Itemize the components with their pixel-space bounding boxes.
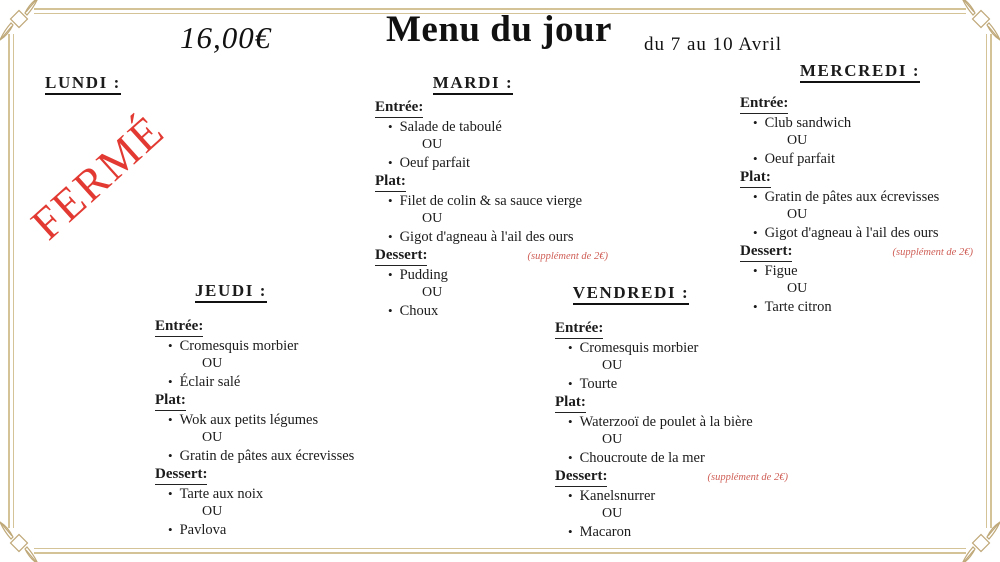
menu-item-label: Wok aux petits légumes	[179, 412, 319, 428]
day-sections	[555, 319, 855, 541]
section-label: Dessert:	[740, 242, 792, 262]
menu-item-label: Gigot d'agneau à l'ail des ours	[399, 229, 574, 245]
menu-item-label: Salade de taboulé	[399, 119, 502, 135]
section-label: Plat:	[155, 391, 186, 411]
menu-item-label: Gratin de pâtes aux écrevisses	[764, 189, 940, 205]
menu-item	[555, 523, 855, 541]
day-header	[375, 74, 571, 95]
section-label: Dessert:	[155, 465, 207, 485]
menu-item-label: Pavlova	[179, 522, 227, 538]
section-label-row	[155, 391, 455, 411]
section-label: Plat:	[740, 168, 771, 188]
or-separator: OU	[202, 504, 223, 519]
menu-item	[740, 262, 998, 280]
section-label-row	[555, 393, 855, 413]
or-separator: OU	[602, 506, 623, 521]
section-label-row	[740, 168, 998, 188]
section-label-row	[375, 246, 675, 266]
menu-item-label: Cromesquis morbier	[579, 340, 699, 356]
bullet-icon: •	[168, 448, 173, 463]
menu-item-label: Waterzooï de poulet à la bière	[579, 414, 753, 430]
bullet-icon: •	[388, 119, 393, 134]
menu-item	[555, 375, 855, 393]
menu-item-label: Kanelsnurrer	[579, 488, 656, 504]
menu-date-range: du 7 au 10 Avril	[644, 34, 783, 55]
section-label: Plat:	[375, 172, 406, 192]
menu-item	[155, 411, 455, 429]
menu-item	[740, 224, 998, 242]
menu-item	[740, 114, 998, 132]
or-separator: OU	[787, 207, 808, 222]
menu-item-label: Club sandwich	[764, 115, 852, 131]
section-label: Entrée:	[155, 317, 203, 337]
day-column-vendredi	[555, 284, 855, 541]
bullet-icon: •	[568, 524, 573, 539]
menu-item	[155, 521, 455, 539]
day-header	[155, 282, 307, 303]
section-label: Dessert:	[375, 246, 427, 266]
day-title-vendredi: VENDREDI :	[573, 284, 690, 305]
or-separator: OU	[422, 285, 443, 300]
bullet-icon: •	[388, 303, 393, 318]
or-separator: OU	[602, 432, 623, 447]
or-separator: OU	[787, 281, 808, 296]
or-separator: OU	[422, 137, 443, 152]
menu-item-label: Macaron	[579, 524, 632, 540]
menu-item	[555, 449, 855, 467]
menu-item-label: Tarte aux noix	[179, 486, 264, 502]
bullet-icon: •	[753, 299, 758, 314]
section-label: Entrée:	[740, 94, 788, 114]
bullet-icon: •	[168, 412, 173, 427]
bullet-icon: •	[753, 115, 758, 130]
section-label-row	[155, 465, 455, 485]
section-label-row	[555, 319, 855, 339]
bullet-icon: •	[168, 338, 173, 353]
menu-item-label: Tourte	[579, 376, 618, 392]
bullet-icon: •	[568, 414, 573, 429]
bullet-icon: •	[753, 189, 758, 204]
menu-item	[155, 485, 455, 503]
menu-item-label: Choucroute de la mer	[579, 450, 705, 466]
menu-item	[555, 487, 855, 505]
day-header	[740, 62, 980, 83]
supplement-note: (supplément de 2€)	[892, 247, 973, 258]
menu-item-label: Oeuf parfait	[764, 151, 836, 167]
bullet-icon: •	[568, 340, 573, 355]
corner-ornament-icon	[959, 521, 1000, 562]
bullet-icon: •	[753, 263, 758, 278]
menu-item-label: Cromesquis morbier	[179, 338, 299, 354]
menu-item-label: Figue	[764, 263, 798, 279]
section-label-row	[155, 317, 455, 337]
menu-item	[375, 154, 675, 172]
bullet-icon: •	[568, 376, 573, 391]
menu-item	[375, 228, 675, 246]
corner-ornament-icon	[0, 521, 41, 562]
menu-item-label: Pudding	[399, 267, 448, 283]
bullet-icon: •	[568, 450, 573, 465]
day-sections	[155, 317, 455, 539]
menu-item-label: Gratin de pâtes aux écrevisses	[179, 448, 355, 464]
menu-item	[155, 447, 455, 465]
day-sections	[740, 94, 998, 316]
section-label: Dessert:	[555, 467, 607, 487]
bullet-icon: •	[388, 267, 393, 282]
section-label: Entrée:	[555, 319, 603, 339]
supplement-note: (supplément de 2€)	[527, 251, 608, 262]
section-label-row	[375, 172, 675, 192]
menu-item	[375, 118, 675, 136]
menu-item-label: Éclair salé	[179, 374, 241, 390]
bullet-icon: •	[168, 486, 173, 501]
menu-item-label: Filet de colin & sa sauce vierge	[399, 193, 583, 209]
bullet-icon: •	[388, 229, 393, 244]
day-column-mercredi	[740, 62, 998, 316]
section-label: Entrée:	[375, 98, 423, 118]
or-separator: OU	[602, 358, 623, 373]
section-label-row	[740, 242, 998, 262]
menu-price: 16,00€	[180, 20, 272, 55]
bullet-icon: •	[388, 155, 393, 170]
menu-item-label: Tarte citron	[764, 299, 832, 315]
day-column-lundi	[45, 74, 245, 95]
section-label-row	[375, 98, 675, 118]
menu-item	[155, 373, 455, 391]
day-header	[45, 74, 245, 95]
day-title-mercredi: MERCREDI :	[800, 62, 920, 83]
section-label: Plat:	[555, 393, 586, 413]
or-separator: OU	[202, 356, 223, 371]
menu-title: Menu du jour	[386, 9, 612, 50]
closed-stamp: FERMÉ	[21, 104, 175, 250]
section-label-row	[555, 467, 855, 487]
or-separator: OU	[422, 211, 443, 226]
day-column-jeudi	[155, 282, 455, 539]
bullet-icon: •	[753, 151, 758, 166]
bullet-icon: •	[388, 193, 393, 208]
day-title-mardi: MARDI :	[433, 74, 514, 95]
menu-item	[555, 413, 855, 431]
bullet-icon: •	[753, 225, 758, 240]
supplement-note: (supplément de 2€)	[707, 472, 788, 483]
corner-ornament-icon	[959, 0, 1000, 41]
menu-item	[740, 150, 998, 168]
or-separator: OU	[202, 430, 223, 445]
menu-item	[740, 188, 998, 206]
bullet-icon: •	[568, 488, 573, 503]
menu-item	[555, 339, 855, 357]
bullet-icon: •	[168, 522, 173, 537]
day-title-lundi: LUNDI :	[45, 74, 121, 95]
section-label-row	[740, 94, 998, 114]
menu-item-label: Choux	[399, 303, 439, 319]
day-header	[555, 284, 707, 305]
corner-ornament-icon	[0, 0, 41, 41]
menu-item	[375, 192, 675, 210]
menu-item-label: Oeuf parfait	[399, 155, 471, 171]
menu-item	[155, 337, 455, 355]
or-separator: OU	[787, 133, 808, 148]
day-title-jeudi: JEUDI :	[195, 282, 267, 303]
bullet-icon: •	[168, 374, 173, 389]
menu-item-label: Gigot d'agneau à l'ail des ours	[764, 225, 939, 241]
